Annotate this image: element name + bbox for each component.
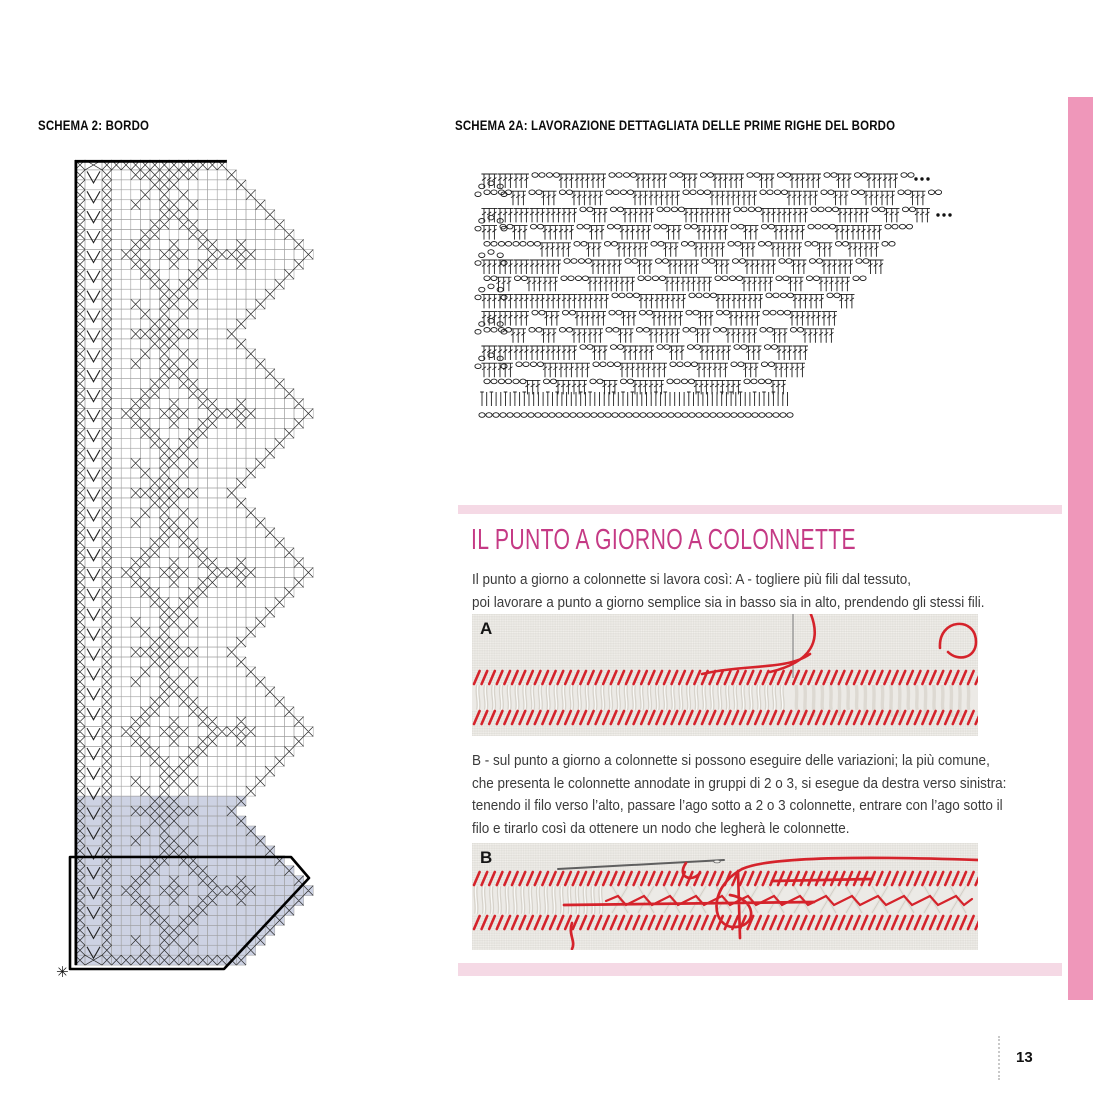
- paragraph-b-line: B - sul punto a giorno a colonnette si possono eseguire delle variazioni; la più comune,: [472, 752, 990, 769]
- filet-crochet-chart: [55, 150, 320, 1000]
- photo-a-label: A: [480, 619, 493, 638]
- article-title: IL PUNTO A GIORNO A COLONNETTE: [471, 524, 857, 556]
- crochet-symbol-diagram: [470, 165, 970, 435]
- paragraph-b-line: che presenta le colonnette annodate in gruppi di 2 o 3, si esegue da destra verso sinistra:: [472, 774, 1007, 792]
- paragraph-b-line: tenendo il filo verso l’alto, passare l’ago sotto a 2 o 3 colonnette, entrare con l’ago sotto il: [472, 797, 1003, 814]
- filet-chart-svg: [55, 150, 320, 995]
- intro-line: Il punto a giorno a colonnette si lavora così: A - togliere più fili dal tessuto,: [472, 571, 912, 588]
- paragraph-b: [472, 750, 1084, 840]
- page-edge-accent-bar: [1068, 97, 1093, 1000]
- photo-a: [472, 614, 978, 736]
- schema2-title: SCHEMA 2: BORDO: [38, 118, 150, 133]
- section-divider-bar-bottom: [458, 963, 1062, 976]
- footer-divider: [998, 1036, 1000, 1080]
- section-divider-bar-top: [458, 505, 1062, 514]
- crochet-diagram-svg: [470, 165, 970, 430]
- photo-b: [472, 843, 978, 950]
- intro-paragraph: [472, 568, 1066, 614]
- page-number: 13: [1016, 1049, 1033, 1066]
- photo-b-label: B: [480, 848, 493, 867]
- paragraph-b-line: filo e tirarlo così da ottenere un nodo che legherà le colonnette.: [472, 819, 850, 837]
- intro-line: poi lavorare a punto a giorno semplice sia in basso sia in alto, prendendo gli stessi fili.: [472, 594, 985, 611]
- photo-a-image: [472, 614, 978, 736]
- schema2a-title: SCHEMA 2A: LAVORAZIONE DETTAGLIATA DELLE PRIME RIGHE DEL BORDO: [455, 118, 896, 133]
- photo-b-image: [472, 843, 978, 950]
- svg-text:✳: ✳: [56, 963, 69, 981]
